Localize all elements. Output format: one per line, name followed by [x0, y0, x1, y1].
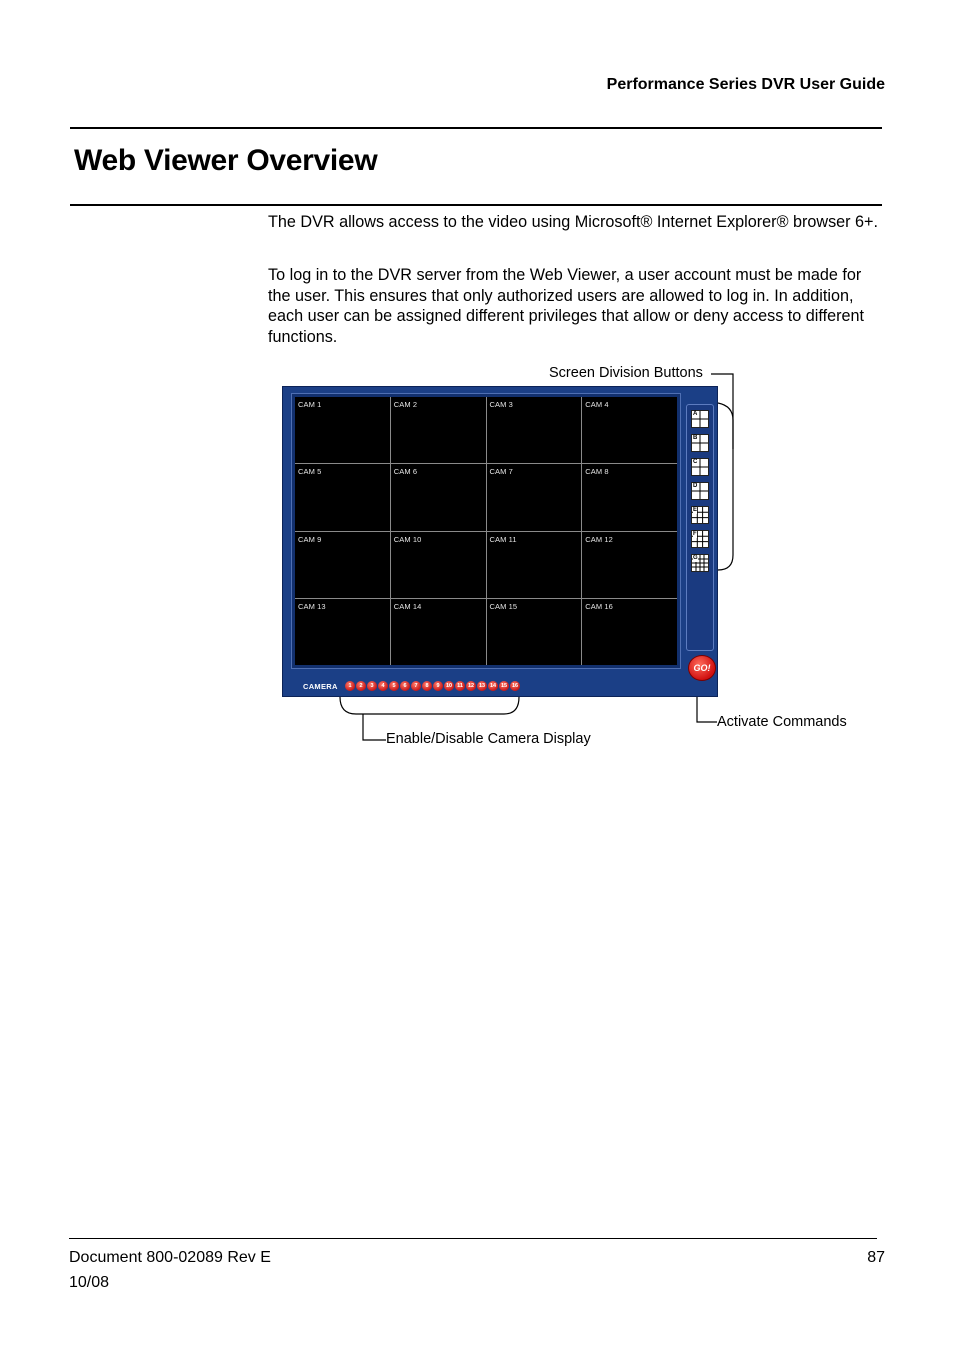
camera-grid-frame	[291, 393, 681, 669]
camera-toggle-button[interactable]: 4	[378, 681, 388, 691]
camera-cell[interactable]: CAM 1	[295, 397, 390, 463]
camera-toggle-button[interactable]: 3	[367, 681, 377, 691]
camera-cell[interactable]: CAM 3	[487, 397, 582, 463]
camera-toggle-button[interactable]: 16	[511, 683, 519, 689]
camera-cell[interactable]: CAM 6	[391, 464, 486, 530]
camera-toggle-button[interactable]: 13	[478, 683, 486, 689]
page-number: 87	[867, 1249, 885, 1266]
division-button-e[interactable]: E	[691, 506, 709, 524]
camera-cell[interactable]: CAM 4	[582, 397, 677, 463]
go-button[interactable]: GO!	[688, 655, 716, 681]
camera-bar	[283, 675, 683, 696]
section-title: Web Viewer Overview	[74, 144, 378, 177]
footer-date: 10/08	[69, 1274, 110, 1291]
camera-cell[interactable]: CAM 14	[391, 599, 486, 665]
camera-cell[interactable]: CAM 9	[295, 532, 390, 598]
camera-grid	[295, 397, 677, 665]
camera-toggle-button[interactable]: 9	[433, 681, 443, 691]
camera-cell[interactable]: CAM 2	[391, 397, 486, 463]
camera-toggle-button[interactable]: 12	[467, 683, 475, 689]
camera-cell[interactable]: CAM 12	[582, 532, 677, 598]
camera-cell[interactable]: CAM 16	[582, 599, 677, 665]
running-head: Performance Series DVR User Guide	[606, 76, 885, 93]
division-button-f[interactable]: F	[691, 530, 709, 548]
callout-screen-division: Screen Division Buttons	[549, 365, 703, 381]
division-button-g[interactable]: G	[691, 554, 709, 572]
camera-toggle-button[interactable]: 10	[445, 683, 453, 689]
division-button-d[interactable]: D	[691, 482, 709, 500]
camera-toggle-button[interactable]: 5	[389, 681, 399, 691]
camera-toggle-button[interactable]: 2	[356, 681, 366, 691]
web-viewer-screenshot	[282, 386, 718, 697]
camera-bar-label: CAMERA	[303, 682, 338, 691]
camera-cell[interactable]: CAM 15	[487, 599, 582, 665]
camera-toggle-button[interactable]: 8	[422, 681, 432, 691]
callout-activate-commands: Activate Commands	[717, 714, 847, 730]
footer-document: Document 800-02089 Rev E	[69, 1249, 271, 1266]
camera-cell[interactable]: CAM 11	[487, 532, 582, 598]
camera-toggle-button[interactable]: 7	[411, 681, 421, 691]
division-button-b[interactable]: B	[691, 434, 709, 452]
camera-toggle-button[interactable]: 6	[400, 681, 410, 691]
division-button-c[interactable]: C	[691, 458, 709, 476]
camera-toggle-button[interactable]: 1	[345, 681, 355, 691]
screen-division-panel	[686, 404, 714, 651]
camera-cell[interactable]: CAM 8	[582, 464, 677, 530]
paragraph-login: To log in to the DVR server from the Web Viewer, a user account must be made for the user. This ensures that only authorized users are allowed to log in. In addition, each user can be assigned different privileges that allow or deny access to different functions.	[268, 266, 864, 346]
camera-cell[interactable]: CAM 13	[295, 599, 390, 665]
camera-toggle-button[interactable]: 15	[500, 683, 508, 689]
paragraph-intro: The DVR allows access to the video using Microsoft® Internet Explorer® browser 6+.	[268, 213, 879, 231]
callout-camera-display: Enable/Disable Camera Display	[386, 731, 591, 747]
footer-rule	[69, 1238, 877, 1239]
camera-toggle-button[interactable]: 11	[455, 681, 465, 691]
division-button-a[interactable]: A	[691, 410, 709, 428]
camera-toggle-list	[345, 681, 520, 691]
camera-cell[interactable]: CAM 10	[391, 532, 486, 598]
camera-cell[interactable]: CAM 5	[295, 464, 390, 530]
camera-cell[interactable]: CAM 7	[487, 464, 582, 530]
camera-toggle-button[interactable]: 14	[489, 683, 497, 689]
